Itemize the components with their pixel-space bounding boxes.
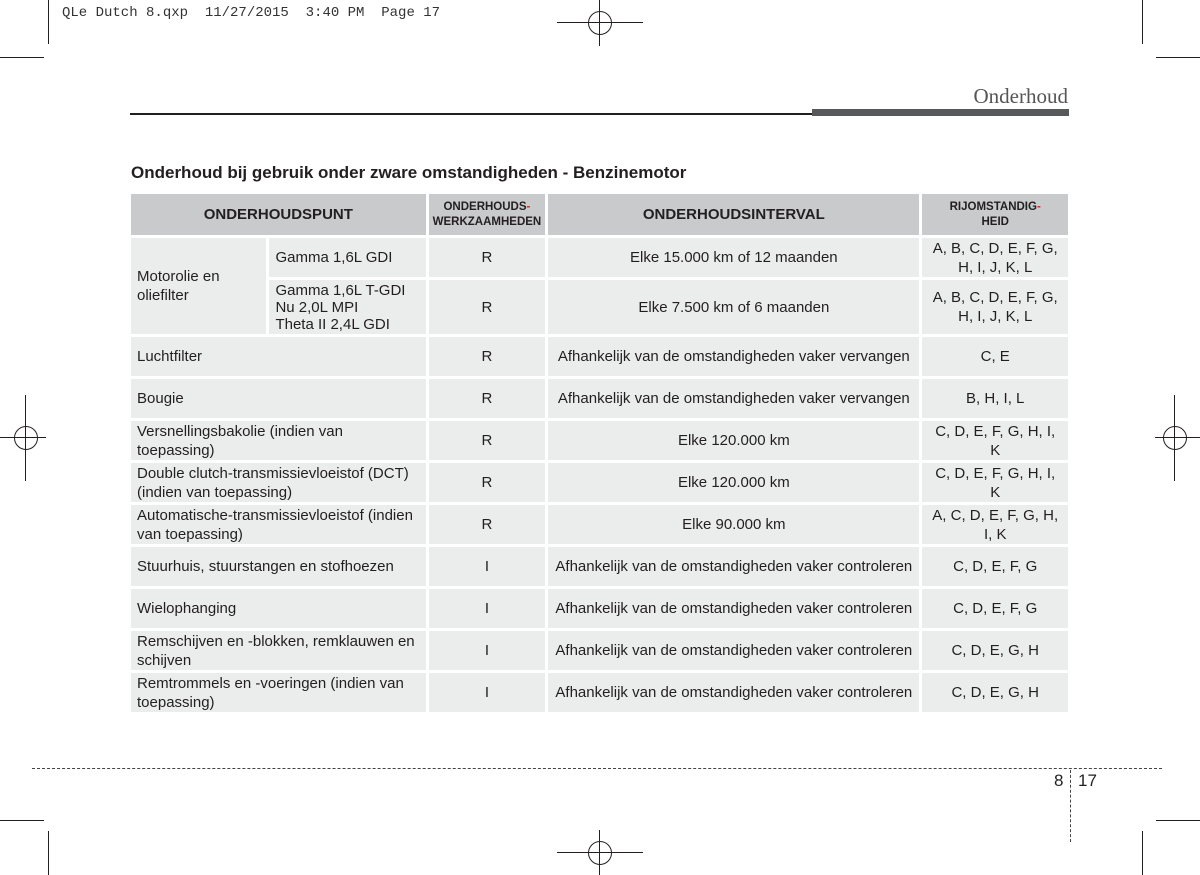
cell-work: R	[429, 379, 546, 418]
table-row	[131, 673, 1068, 712]
cell-item: Versnellingsbakolie (indien van toepassing)	[131, 421, 426, 460]
header-rule	[130, 113, 812, 115]
table-row	[131, 379, 1068, 418]
cell-interval: Afhankelijk van de omstandigheden vaker controleren	[548, 547, 919, 586]
print-slug: QLe Dutch 8.qxp 11/27/2015 3:40 PM Page 17	[62, 5, 441, 21]
cell-conditions: B, H, I, L	[922, 379, 1068, 418]
cell-item: Remschijven en -blokken, remklauwen en schijven	[131, 631, 426, 670]
cell-work: I	[429, 673, 546, 712]
table-row	[131, 589, 1068, 628]
chapter-number: 8	[1054, 771, 1064, 790]
cell-conditions: C, D, E, F, G	[922, 547, 1068, 586]
cell-interval: Afhankelijk van de omstandigheden vaker controleren	[548, 673, 919, 712]
cell-item: Double clutch-transmissievloeistof (DCT) (indien van toepassing)	[131, 463, 426, 502]
cell-work: R	[429, 505, 546, 544]
cell-conditions: C, D, E, G, H	[922, 673, 1068, 712]
cell-interval: Elke 15.000 km of 12 maanden	[548, 238, 919, 277]
cell-work: R	[429, 238, 546, 277]
table-row	[131, 547, 1068, 586]
column-header-conditions: RIJOMSTANDIG- HEID	[922, 194, 1068, 235]
cell-work: R	[429, 280, 546, 334]
cell-work: R	[429, 463, 546, 502]
cell-work: I	[429, 631, 546, 670]
column-header-work: ONDERHOUDS- WERKZAAMHEDEN	[429, 194, 546, 235]
cell-interval: Elke 120.000 km	[548, 421, 919, 460]
table-row	[131, 463, 1068, 502]
cell-work: R	[429, 421, 546, 460]
table-row	[131, 631, 1068, 670]
section-title: Onderhoud	[973, 84, 1068, 108]
cell-interval: Afhankelijk van de omstandigheden vaker controleren	[548, 631, 919, 670]
table-row	[131, 505, 1068, 544]
cell-interval: Afhankelijk van de omstandigheden vaker vervangen	[548, 379, 919, 418]
cell-interval: Afhankelijk van de omstandigheden vaker controleren	[548, 589, 919, 628]
table-title: Onderhoud bij gebruik onder zware omstandigheden - Benzinemotor	[131, 163, 687, 182]
cell-item: Wielophanging	[131, 589, 426, 628]
cell-conditions: C, D, E, F, G, H, I, K	[922, 463, 1068, 502]
cell-conditions: C, D, E, G, H	[922, 631, 1068, 670]
cell-conditions: C, D, E, F, G	[922, 589, 1068, 628]
cell-conditions: C, D, E, F, G, H, I, K	[922, 421, 1068, 460]
cell-interval: Afhankelijk van de omstandigheden vaker vervangen	[548, 337, 919, 376]
table-row	[131, 337, 1068, 376]
page-number: 17	[1078, 771, 1097, 790]
cell-interval: Elke 90.000 km	[548, 505, 919, 544]
header-hyphen: -	[526, 200, 531, 213]
cell-engine: Gamma 1,6L GDI	[269, 238, 425, 277]
header-rule-bar	[812, 109, 1069, 116]
cell-item: Automatische-transmissievloeistof (indien van toepassing)	[131, 505, 426, 544]
table-row	[131, 238, 1068, 277]
table-header-row	[131, 194, 1068, 235]
cell-conditions: A, B, C, D, E, F, G, H, I, J, K, L	[922, 238, 1068, 277]
column-header-point: ONDERHOUDSPUNT	[131, 194, 426, 235]
maintenance-table	[128, 191, 1071, 715]
header-hyphen: -	[1036, 200, 1041, 213]
cell-interval: Elke 7.500 km of 6 maanden	[548, 280, 919, 334]
footer-dashed-rule	[32, 768, 1162, 769]
cell-item: Remtrommels en -voeringen (indien van toepassing)	[131, 673, 426, 712]
cell-conditions: A, B, C, D, E, F, G, H, I, J, K, L	[922, 280, 1068, 334]
cell-item: Motorolie en oliefilter	[131, 238, 266, 334]
cell-item: Stuurhuis, stuurstangen en stofhoezen	[131, 547, 426, 586]
cell-interval: Elke 120.000 km	[548, 463, 919, 502]
column-header-interval: ONDERHOUDSINTERVAL	[548, 194, 919, 235]
cell-conditions: A, C, D, E, F, G, H, I, K	[922, 505, 1068, 544]
cell-item: Bougie	[131, 379, 426, 418]
footer-dashed-divider	[1070, 770, 1071, 842]
cell-work: I	[429, 589, 546, 628]
cell-item: Luchtfilter	[131, 337, 426, 376]
cell-work: R	[429, 337, 546, 376]
cell-conditions: C, E	[922, 337, 1068, 376]
cell-work: I	[429, 547, 546, 586]
table-row	[131, 421, 1068, 460]
table-row	[131, 280, 1068, 334]
cell-engine: Gamma 1,6L T-GDI Nu 2,0L MPI Theta II 2,4L GDI	[269, 280, 425, 334]
